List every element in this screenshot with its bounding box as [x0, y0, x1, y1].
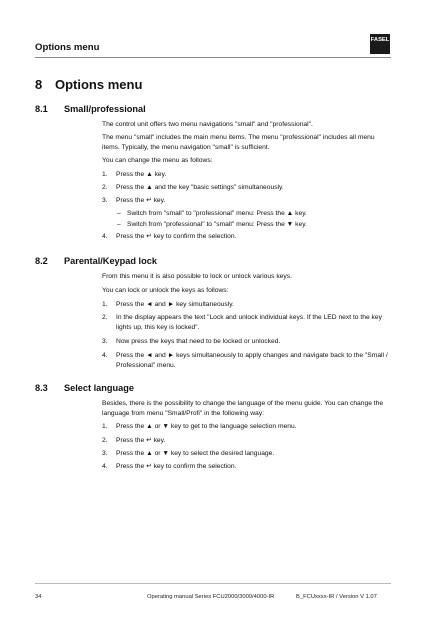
- header-divider: [35, 57, 391, 58]
- footer-version: B_FCUxxxx-IR / Version V 1.07: [296, 594, 377, 600]
- list-number: 4.: [102, 233, 108, 240]
- list-item: [102, 170, 394, 180]
- list-text: Press the ↵ key.: [116, 437, 166, 444]
- page-number: 34: [35, 594, 42, 600]
- list-text: Press the ▲ and the key "basic settings" simultaneously.: [116, 184, 284, 191]
- subsection-number: 8.3: [35, 383, 48, 393]
- list-text: Press the ◄ and ► key simultaneously.: [116, 301, 234, 308]
- list-text: Press the ◄ and ► keys simultaneously to apply changes and navigate back to the "Small / Professional" menu.: [116, 352, 388, 369]
- sub-list-text: Switch from "professional" to "small" menu: Press the ▼ key.: [127, 221, 307, 228]
- list-item: [102, 337, 394, 347]
- list-number: 1.: [102, 301, 108, 308]
- list-item: [102, 422, 394, 432]
- list-item: [102, 183, 394, 193]
- paragraph: From this menu it is also possible to lock or unlock various keys.: [102, 273, 292, 280]
- sub-list-item: [117, 209, 394, 219]
- list-item: [102, 436, 394, 446]
- fasel-logo: [370, 34, 390, 54]
- logo-text: FASEL: [370, 37, 390, 43]
- list-item: [102, 196, 394, 206]
- dash-bullet: –: [117, 221, 121, 228]
- paragraph: Besides, there is the possibility to change the language of the menu guide. You can change the language from menu "Small/Profi" in the following way:: [102, 400, 384, 417]
- footer-divider: [35, 583, 391, 584]
- list-item: [102, 300, 394, 310]
- list-text: Press the ▲ or ▼ key to select the desired language.: [116, 450, 275, 457]
- section-heading-8: [35, 77, 142, 92]
- sub-list-text: Switch from "small" to "professional" menu: Press the ▲ key.: [127, 210, 307, 217]
- subsection-number: 8.2: [35, 256, 48, 266]
- list-number: 2.: [102, 184, 108, 191]
- subsection-heading-8-2: [35, 256, 157, 266]
- list-text: Press the ↵ key.: [116, 197, 166, 204]
- list-number: 3.: [102, 450, 108, 457]
- list-number: 4.: [102, 352, 108, 359]
- dash-bullet: –: [117, 210, 121, 217]
- list-text: Now press the keys that need to be locked or unlocked.: [116, 338, 281, 345]
- list-text: Press the ↵ key to confirm the selection.: [116, 233, 237, 240]
- list-number: 2.: [102, 437, 108, 444]
- sub-list-item: [117, 220, 394, 230]
- list-item: [102, 351, 394, 371]
- paragraph: You can lock or unlock the keys as follows:: [102, 287, 229, 294]
- section-number: 8: [35, 77, 43, 92]
- list-item: [102, 313, 394, 333]
- header-title: Options menu: [35, 42, 100, 53]
- list-item: [102, 232, 394, 242]
- list-number: 3.: [102, 338, 108, 345]
- section-title: Options menu: [55, 77, 143, 92]
- subsection-title: Small/professional: [64, 104, 146, 114]
- list-text: Press the ↵ key to confirm the selection.: [116, 463, 237, 470]
- page-header: [0, 0, 446, 57]
- paragraph: The control unit offers two menu navigations "small" and "professional".: [102, 121, 313, 128]
- list-text: Press the ▲ key.: [116, 171, 167, 178]
- subsection-number: 8.1: [35, 104, 48, 114]
- list-number: 1.: [102, 423, 108, 430]
- list-text: In the display appears the text "Lock and unlock individual keys. If the LED next to the key lights up, this key is locked".: [116, 314, 382, 331]
- list-number: 1.: [102, 171, 108, 178]
- list-number: 4.: [102, 463, 108, 470]
- list-number: 2.: [102, 314, 108, 321]
- subsection-title: Parental/Keypad lock: [64, 256, 157, 266]
- paragraph: The menu "small" includes the main menu items. The menu "professional" includes all menu items. Typically, the menu navigation "small" is sufficient.: [102, 134, 375, 151]
- list-item: [102, 449, 394, 459]
- paragraph: You can change the menu as follows:: [102, 157, 213, 164]
- subsection-heading-8-3: [35, 383, 134, 393]
- subsection-heading-8-1: [35, 104, 146, 114]
- list-item: [102, 462, 394, 472]
- subsection-title: Select language: [64, 383, 134, 393]
- list-number: 3.: [102, 197, 108, 204]
- list-text: Press the ▲ or ▼ key to get to the language selection menu.: [116, 423, 297, 430]
- footer-manual-title: Operating manual Series FCU2000/3000/4000-IR: [147, 594, 275, 600]
